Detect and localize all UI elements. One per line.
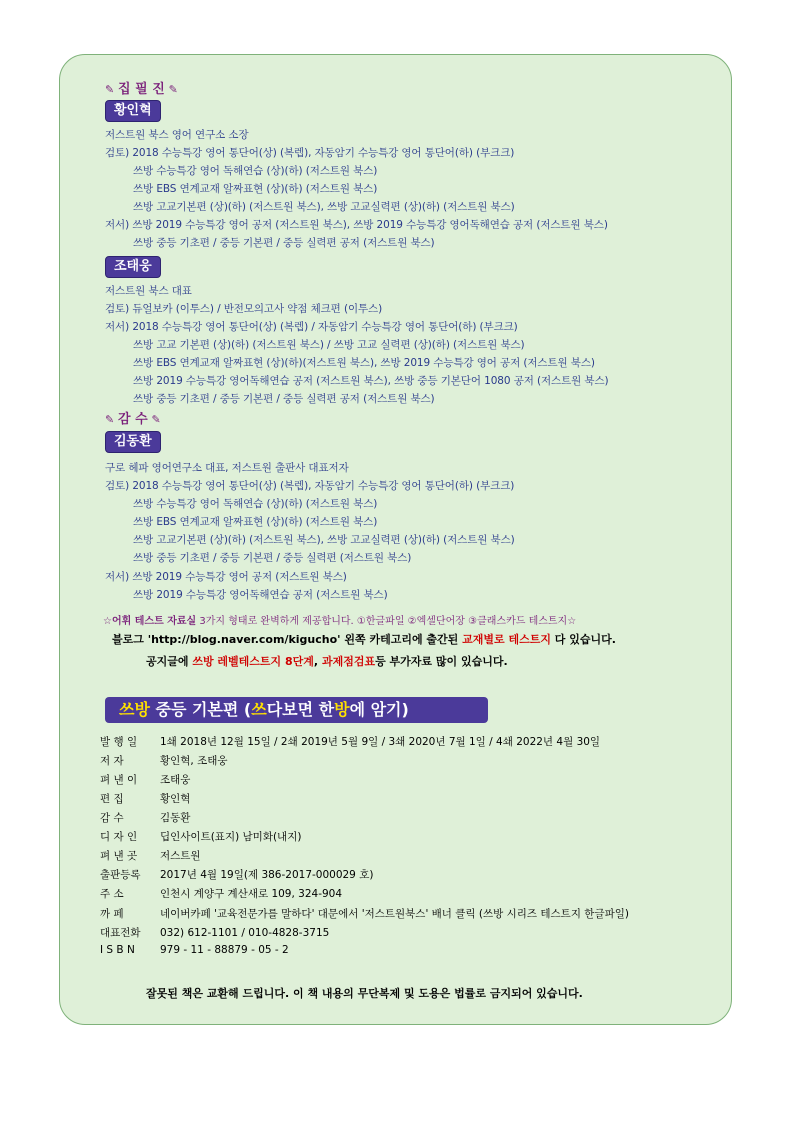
vocab-test-note: ☆어휘 테스트 자료실 3가지 형태로 완벽하게 제공합니다. ①한글파일 ②엑셀단어장 ③클래스카드 테스트지☆ — [103, 616, 577, 627]
author-line: 검토) 2018 수능특강 영어 통단어(상) (복렙), 자동암기 수능특강 영어 통단어(하) (부크크) — [105, 147, 515, 159]
info-row: 펴 낸 곳 저스트원 — [100, 850, 201, 862]
info-row: 감 수 김동환 — [100, 812, 191, 824]
author-line: 쓰방 중등 기초편 / 중등 기본편 / 중등 실력편 공저 (저스트원 북스) — [133, 237, 435, 249]
leaf-icon: ✎ — [105, 413, 119, 426]
info-row: 주 소 인천시 계양구 계산새로 109, 324-904 — [100, 888, 343, 900]
info-row: 출판등록 2017년 4월 19일(제 386-2017-000029 호) — [100, 869, 374, 881]
leaf-icon: ✎ — [164, 83, 178, 96]
author-line: 저서) 쓰방 2019 수능특강 영어 공저 (저스트원 북스), 쓰방 2019 수능특강 영어독해연습 공저 (저스트원 북스) — [105, 219, 608, 231]
author-line: 쓰방 중등 기초편 / 중등 기본편 / 중등 실력편 공저 (저스트원 북스) — [133, 393, 435, 405]
info-row: 디 자 인 딥인사이트(표지) 남미화(내지) — [100, 831, 302, 843]
reviewer-line: 쓰방 2019 수능특강 영어독해연습 공저 (저스트원 북스) — [133, 589, 388, 601]
author-line: 쓰방 2019 수능특강 영어독해연습 공저 (저스트원 북스), 쓰방 중등 기본단어 1080 공저 (저스트원 북스) — [133, 375, 609, 387]
leaf-icon: ✎ — [147, 413, 161, 426]
copyright-footer: 잘못된 책은 교환해 드립니다. 이 책 내용의 무단복제 및 도용은 법률로 금지되어 있습니다. — [146, 987, 583, 1000]
info-row: 까 페 네이버카페 '교육전문가를 말하다' 대문에서 '저스트원북스' 배너 클릭 (쓰방 시리즈 테스트지 한글파일) — [100, 908, 629, 920]
writers-section-title: ✎ 집 필 진 ✎ — [105, 82, 178, 97]
info-row: 대표전화 032) 612-1101 / 010-4828-3715 — [100, 927, 330, 939]
author-line: 저서) 2018 수능특강 영어 통단어(상) (복렙) / 자동암기 수능특강 영어 통단어(하) (부크크) — [105, 321, 518, 333]
reviewer-section-title: ✎ 감 수 ✎ — [105, 412, 161, 427]
leaf-icon: ✎ — [105, 83, 119, 96]
author-line: 쓰방 EBS 연계교재 알짜표현 (상)(하)(저스트원 북스), 쓰방 2019 수능특강 영어 공저 (저스트원 북스) — [133, 357, 595, 369]
reviewer-line: 쓰방 EBS 연계교재 알짜표현 (상)(하) (저스트원 북스) — [133, 516, 378, 528]
author-line: 저스트원 북스 대표 — [105, 285, 192, 297]
reviewer-line: 검토) 2018 수능특강 영어 통단어(상) (복렙), 자동암기 수능특강 영어 통단어(하) (부크크) — [105, 480, 515, 492]
info-row: 저 자 황인혁, 조태웅 — [100, 755, 228, 767]
author-line: 저스트원 북스 영어 연구소 소장 — [105, 129, 249, 141]
info-row: 편 집 황인혁 — [100, 793, 191, 805]
reviewer-line: 쓰방 수능특강 영어 독해연습 (상)(하) (저스트원 북스) — [133, 498, 378, 510]
reviewer-name-badge: 김동환 — [105, 431, 161, 453]
author-line: 쓰방 EBS 연계교재 알짜표현 (상)(하) (저스트원 북스) — [133, 183, 378, 195]
author-line: 쓰방 수능특강 영어 독해연습 (상)(하) (저스트원 북스) — [133, 165, 378, 177]
notice-note: 공지글에 쓰방 레벨테스트지 8단계, 과제점검표등 부가자료 많이 있습니다. — [146, 655, 508, 668]
info-row: 펴 낸 이 조태웅 — [100, 774, 191, 786]
info-row: I S B N 979 - 11 - 88879 - 05 - 2 — [100, 944, 289, 956]
reviewer-line: 구로 헤파 영어연구소 대표, 저스트원 출판사 대표저자 — [105, 462, 349, 474]
reviewer-line: 쓰방 고교기본편 (상)(하) (저스트원 북스), 쓰방 고교실력편 (상)(하) (저스트원 북스) — [133, 534, 515, 546]
author-line: 쓰방 고교기본편 (상)(하) (저스트원 북스), 쓰방 고교실력편 (상)(하) (저스트원 북스) — [133, 201, 515, 213]
reviewer-line: 쓰방 중등 기초편 / 중등 기본편 / 중등 실력편 (저스트원 북스) — [133, 552, 412, 564]
author-line: 검토) 듀얼보카 (이투스) / 반전모의고사 약점 체크편 (이투스) — [105, 303, 383, 315]
blog-note: 블로그 'http://blog.naver.com/kigucho' 왼쪽 카테고리에 출간된 교재별로 테스트지 다 있습니다. — [112, 633, 616, 646]
author-name-badge: 황인혁 — [105, 100, 161, 122]
reviewer-line: 저서) 쓰방 2019 수능특강 영어 공저 (저스트원 북스) — [105, 571, 347, 583]
info-row: 발 행 일 1쇄 2018년 12월 15일 / 2쇄 2019년 5월 9일 / 3쇄 2020년 7월 1일 / 4쇄 2022년 4월 30일 — [100, 736, 601, 748]
author-line: 쓰방 고교 기본편 (상)(하) (저스트원 북스) / 쓰방 고교 실력편 (상)(하) (저스트원 북스) — [133, 339, 525, 351]
author-name-badge: 조태웅 — [105, 256, 161, 278]
book-title-bar: 쓰방 중등 기본편 (쓰다보면 한방에 암기) — [105, 697, 488, 723]
